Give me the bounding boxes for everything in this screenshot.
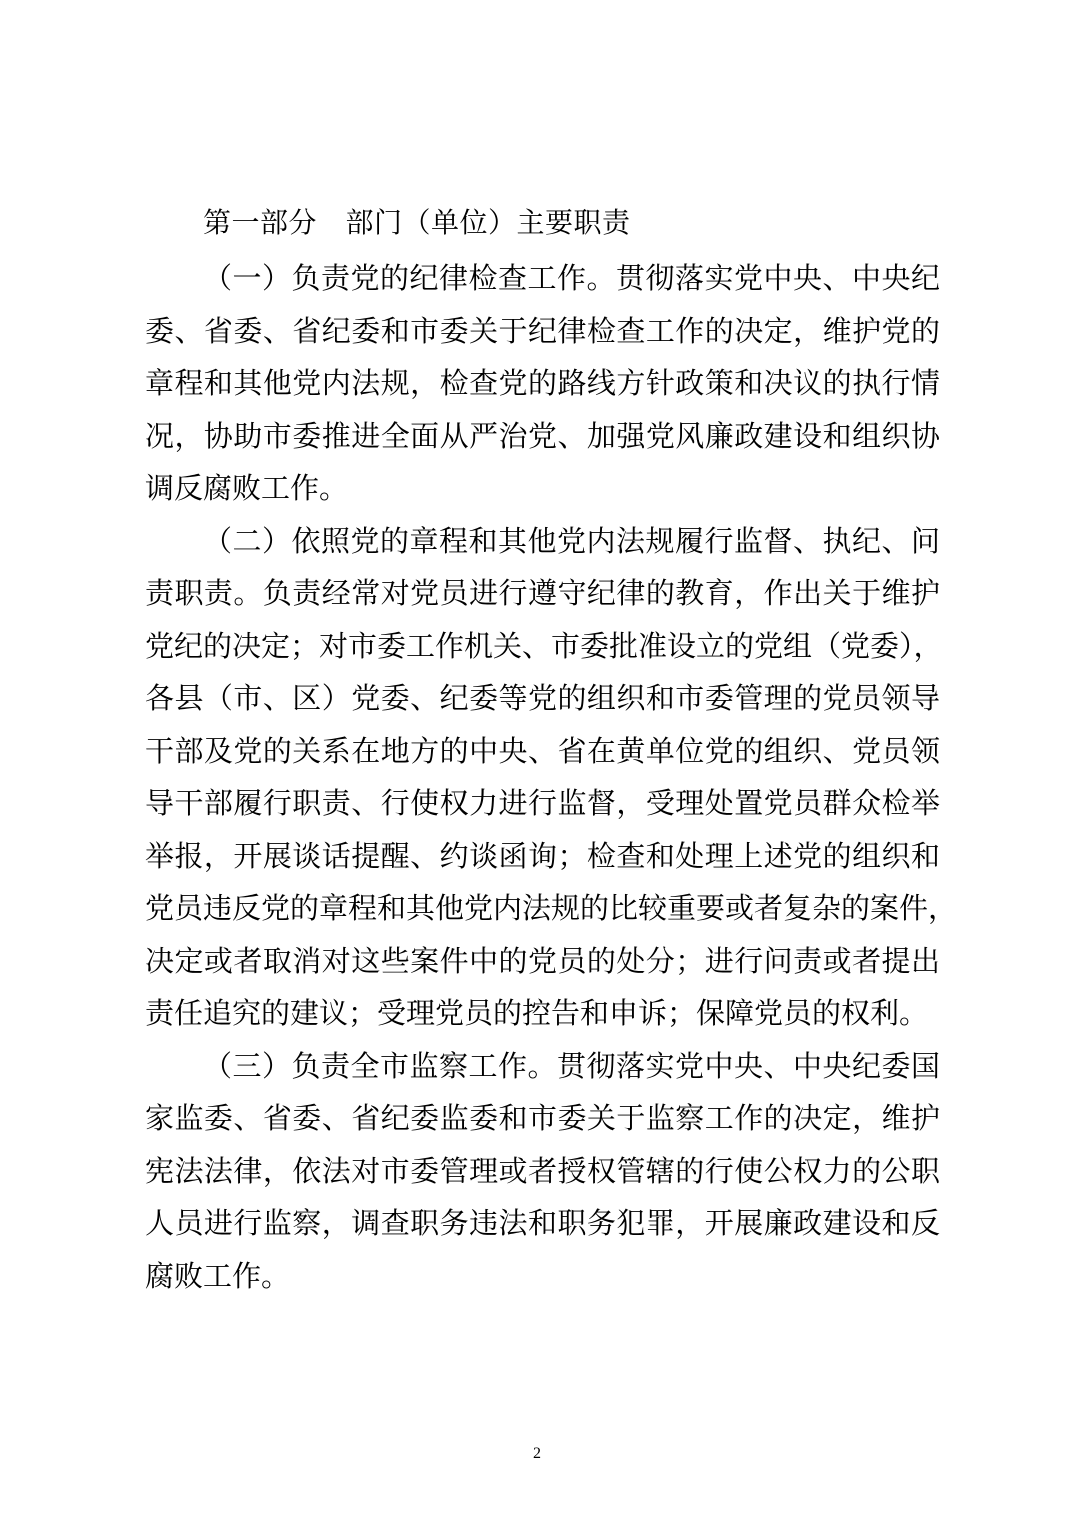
paragraph-2-line-7: 举报，开展谈话提醒、约谈函询；检查和处理上述党的组织和	[145, 838, 940, 873]
paragraph-1-line-3: 章程和其他党内法规，检查党的路线方针政策和决议的执行情	[145, 366, 940, 400]
paragraph-1-line-5: 调反腐败工作。	[145, 471, 349, 505]
paragraph-3-line-2: 家监委、省委、省纪委监委和市委关于监察工作的决定，维护	[145, 1101, 940, 1135]
paragraph-2-line-8: 党员违反党的章程和其他党内法规的比较重要或者复杂的案件，	[145, 891, 958, 925]
body-text	[145, 252, 958, 1302]
paragraph-1-line-2: 委、省委、省纪委和市委关于纪律检查工作的决定，维护党的	[145, 313, 940, 348]
section-heading: 第一部分 部门（单位）主要职责	[203, 206, 631, 239]
paragraph-3-line-3: 宪法法律，依法对市委管理或者授权管辖的行使公权力的公职	[145, 1153, 940, 1188]
paragraph-1-line-4: 况，协助市委推进全面从严治党、加强党风廉政建设和组织协	[145, 418, 940, 453]
paragraph-2-line-6: 导干部履行职责、行使权力进行监督，受理处置党员群众检举	[145, 786, 940, 820]
paragraph-2-line-3: 党纪的决定；对市委工作机关、市委批准设立的党组（党委），	[145, 628, 943, 663]
page-number: 2	[533, 1445, 541, 1462]
paragraph-2-line-5: 干部及党的关系在地方的中央、省在黄单位党的组织、党员领	[145, 733, 940, 768]
paragraph-2-line-2: 责职责。负责经常对党员进行遵守纪律的教育，作出关于维护	[145, 576, 940, 610]
paragraph-2-line-1: （二）依照党的章程和其他党内法规履行监督、执纪、问	[203, 523, 940, 558]
paragraph-3-line-4: 人员进行监察，调查职务违法和职务犯罪，开展廉政建设和反	[145, 1206, 940, 1240]
paragraph-2-line-9: 决定或者取消对这些案件中的党员的处分；进行问责或者提出	[145, 943, 940, 978]
paragraph-2-line-4: 各县（市、区）党委、纪委等党的组织和市委管理的党员领导	[145, 681, 940, 715]
paragraph-3-line-1: （三）负责全市监察工作。贯彻落实党中央、中央纪委国	[203, 1048, 940, 1083]
paragraph-2-line-10: 责任追究的建议；受理党员的控告和申诉；保障党员的权利。	[145, 996, 929, 1030]
paragraph-1-line-1: （一）负责党的纪律检查工作。贯彻落实党中央、中央纪	[203, 261, 940, 295]
paragraph-3-line-5: 腐败工作。	[145, 1258, 291, 1293]
